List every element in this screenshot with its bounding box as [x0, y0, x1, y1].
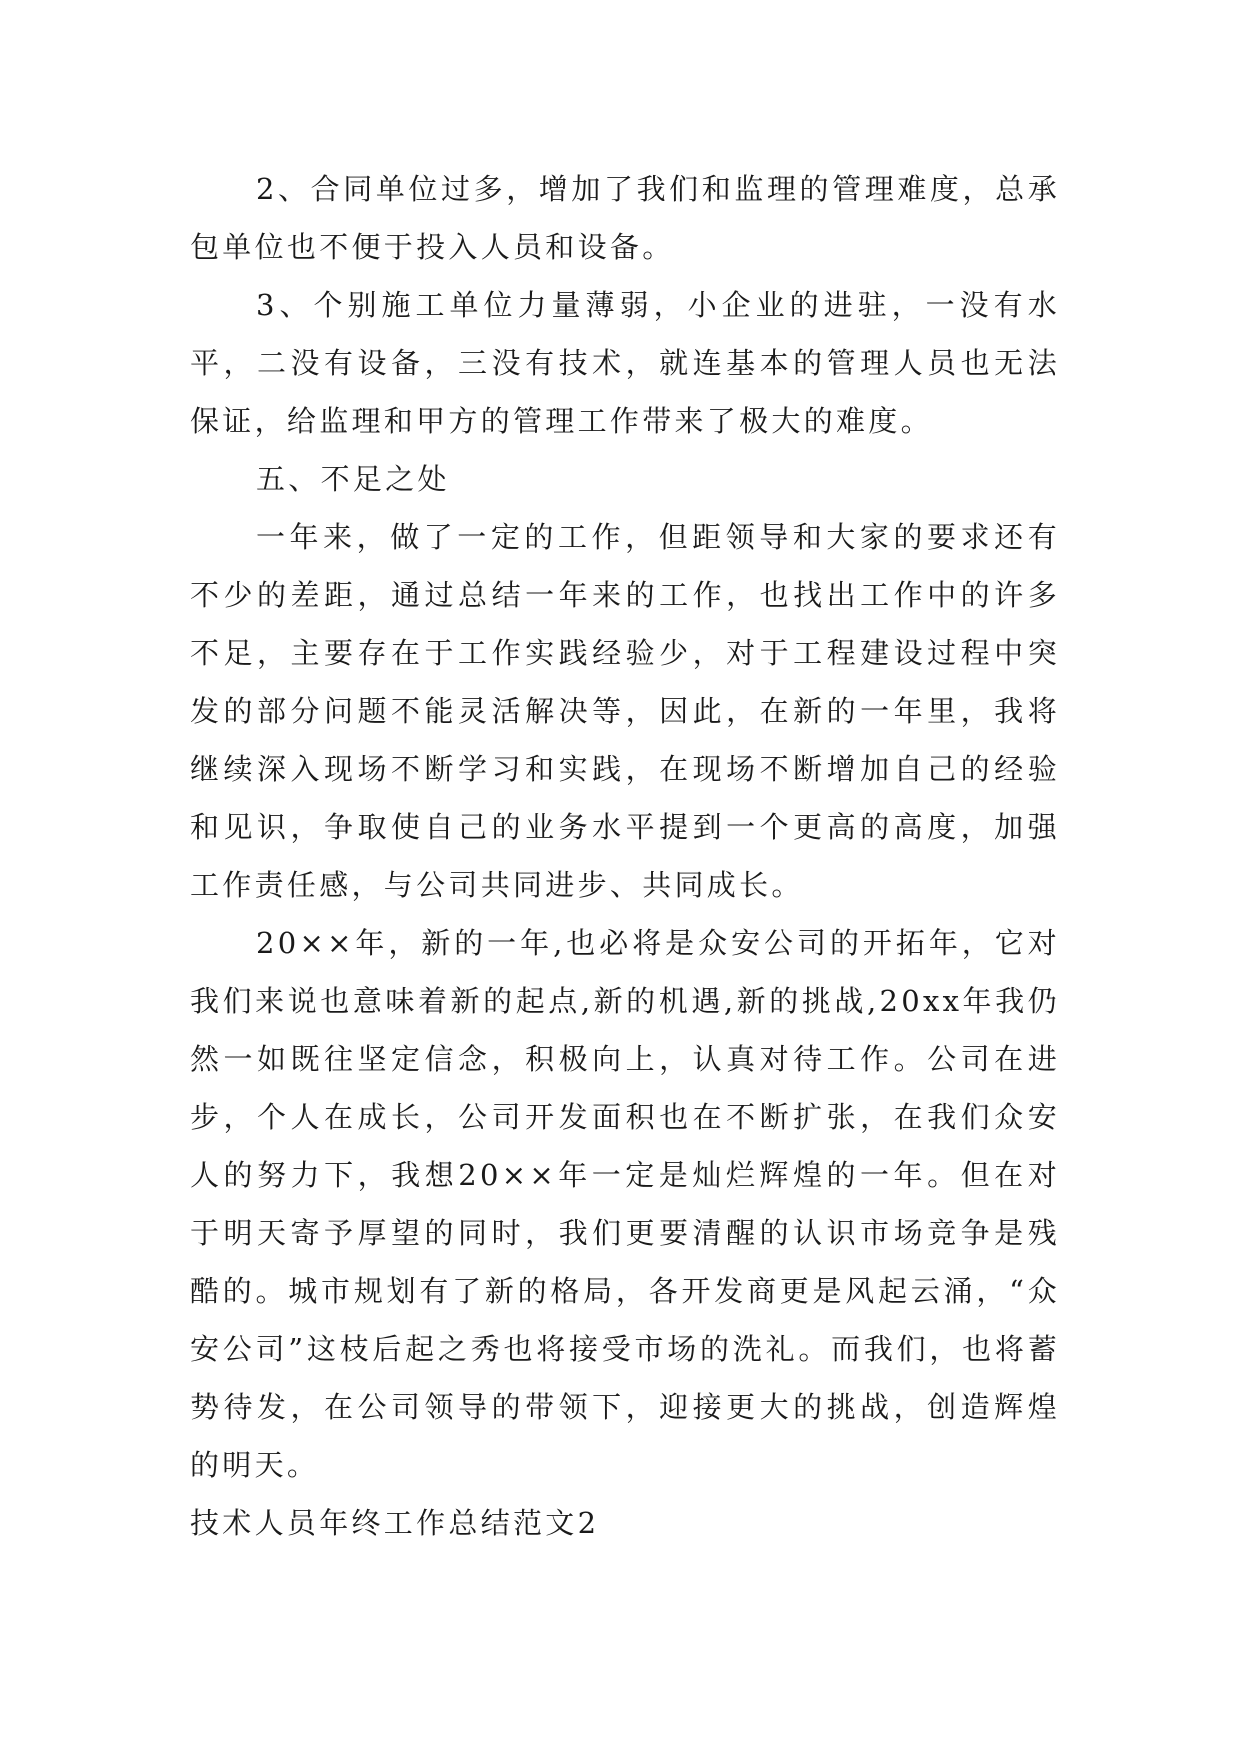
document-body: [190, 160, 1060, 1552]
next-section-title: 技术人员年终工作总结范文2: [190, 1506, 600, 1540]
paragraph-item-3: 3、个别施工单位力量薄弱，小企业的进驻，一没有水平，二没有设备，三没有技术，就连基本的管理人员也无法保证，给监理和甲方的管理工作带来了极大的难度。: [190, 288, 1060, 438]
paragraph-shortcomings: 一年来，做了一定的工作，但距领导和大家的要求还有不少的差距，通过总结一年来的工作，也找出工作中的许多不足，主要存在于工作实践经验少，对于工程建设过程中突发的部分问题不能灵活解决等，因此，在新的一年里，我将继续深入现场不断学习和实践，在现场不断增加自己的经验和见识，争取使自己的业务水平提到一个更高的高度，加强工作责任感，与公司共同进步、共同成长。: [190, 520, 1060, 902]
paragraph-item-2: 2、合同单位过多，增加了我们和监理的管理难度，总承包单位也不便于投入人员和设备。: [190, 172, 1060, 264]
section-heading-shortcomings: 五、不足之处: [256, 462, 450, 496]
paragraph-outlook: 20××年，新的一年,也必将是众安公司的开拓年，它对我们来说也意味着新的起点,新的机遇,新的挑战,20xx年我仍然一如既往坚定信念，积极向上，认真对待工作。公司在进步，个人在成长，公司开发面积也在不断扩张，在我们众安人的努力下，我想20××年一定是灿烂辉煌的一年。但在对于明天寄予厚望的同时，我们更要清醒的认识市场竞争是残酷的。城市规划有了新的格局，各开发商更是风起云涌，“众安公司”这枝后起之秀也将接受市场的洗礼。而我们，也将蓄势待发，在公司领导的带领下，迎接更大的挑战，创造辉煌的明天。: [190, 926, 1060, 1482]
